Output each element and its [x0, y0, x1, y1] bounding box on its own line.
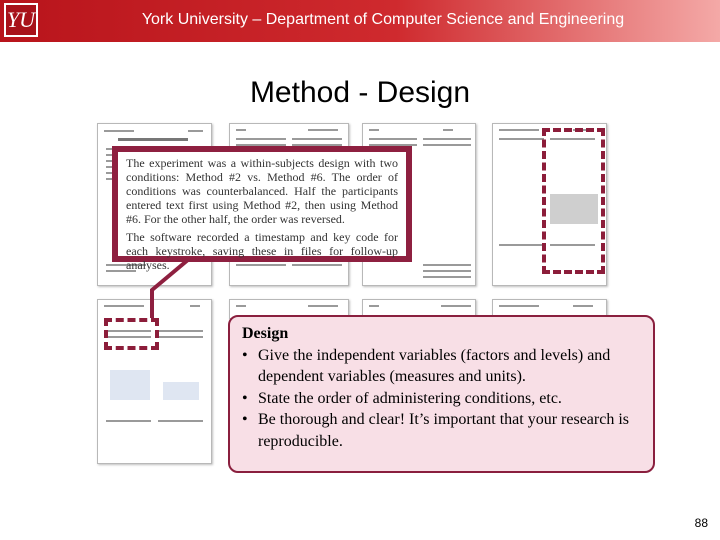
page-number: 88 [694, 516, 708, 530]
bullet-marker: • [242, 411, 248, 428]
bullet-text: State the order of administering conditions, etc. [258, 389, 562, 407]
callout-heading: Design [242, 325, 289, 342]
zoomed-excerpt [112, 146, 412, 272]
callout-bullet-list [242, 345, 643, 453]
bullet-item [242, 388, 643, 410]
bullet-text: Give the independent variables (factors and levels) and dependent variables (measures and units). [258, 346, 611, 385]
header-title: York University – Department of Computer Science and Engineering [141, 11, 625, 28]
excerpt-paragraph-1: The experiment was a within-subjects design with two conditions: Method #2 vs. Method #6. The order of conditions was counterbalanced. Half the participants entered text first using Method #2, then using Method #6. For the other half, the order was reversed. [126, 156, 398, 226]
design-callout [228, 315, 655, 473]
bullet-marker: • [242, 346, 248, 364]
york-university-logo: YU [4, 3, 38, 37]
excerpt-paragraph-2: The software recorded a timestamp and key code for each keystroke, saving these in files for follow-up analyses. [126, 230, 398, 272]
bullet-text: Be thorough and clear! It’s important that your research is reproducible. [258, 411, 629, 450]
slide-title: Method - Design [249, 76, 471, 109]
bullet-marker: • [242, 389, 248, 407]
bullet-item [242, 345, 643, 388]
bullet-item [242, 409, 643, 452]
